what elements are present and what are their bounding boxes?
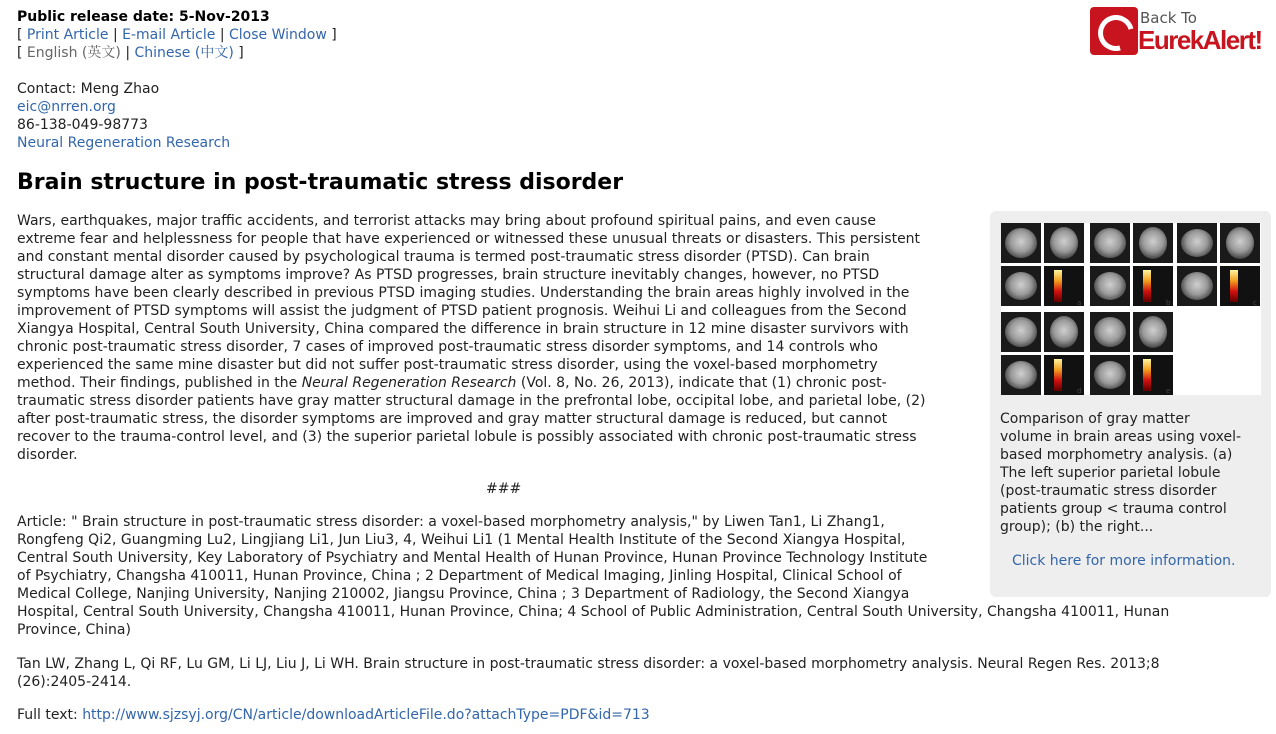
caption-line: volume in brain areas using voxel- (1000, 429, 1242, 445)
caption-line: The left superior parietal lobule (1000, 465, 1221, 481)
caption-line: Comparison of gray matter (1000, 411, 1190, 427)
bracket-open: [ (17, 45, 23, 61)
body-line: structural damage alter as symptoms improve? As PTSD progresses, brain structure inevitably changes, however, no PTSD (17, 267, 880, 283)
contact-phone: 86-138-049-98773 (17, 117, 148, 133)
body-line (17, 374, 977, 392)
body-paragraph (17, 212, 977, 464)
language-chinese-link[interactable]: Chinese (中文) (134, 45, 234, 61)
body-line: extreme fear and helplessness for people that have experienced or witnessed these unusual threats or disasters. This persistent (17, 231, 921, 247)
body-line: symptoms have been clearly described in previous PTSD imaging studies. Understanding the brain areas highly involved in the (17, 285, 910, 301)
language-switcher (17, 44, 244, 62)
body-line: and constant mental disorder caused by psychological trauma is termed post-traumatic stress disorder (PTSD). Can brain (17, 249, 870, 265)
figure-panel-letter: b (1166, 299, 1171, 307)
email-article-link[interactable]: E-mail Article (122, 27, 216, 43)
article-line: Hospital, Central South University, Changsha 410011, Hunan Province, China; 4 School of Public Administration, Central South University, Changsha 410011, Hunan (17, 604, 1170, 620)
mri-figure-image[interactable] (1001, 223, 1261, 395)
separator: | (219, 27, 225, 43)
body-text: method. Their findings, published in the (17, 375, 302, 391)
bracket-open: [ (17, 27, 23, 43)
body-line: improvement of PTSD symptoms will assist the judgment of PTSD patient prognosis. Weihui Li and colleagues from the Second (17, 303, 907, 319)
body-line: Wars, earthquakes, major traffic accidents, and terrorist attacks may bring about profound spiritual pains, and even cause (17, 213, 876, 229)
eurekalert-logo-link[interactable] (1090, 7, 1268, 57)
contact-email-link[interactable]: eic@nrren.org (17, 99, 116, 115)
article-line: Article: " Brain structure in post-traumatic stress disorder: a voxel-based morphometry analysis," by Liwen Tan1, Li Zhang1, (17, 514, 885, 530)
body-text: (Vol. 8, No. 26, 2013), indicate that (1) chronic post- (516, 375, 887, 391)
eurekalert-logo-icon (1090, 7, 1138, 55)
body-line: after post-traumatic stress, the disorder symptoms are improved and gray matter structural damage is reduced, but cannot (17, 411, 888, 427)
figure-panel-letter: d (1077, 387, 1082, 395)
language-english-current: English (英文) (26, 45, 121, 61)
separator: | (112, 27, 118, 43)
bracket-close: ] (331, 27, 337, 43)
body-line: traumatic stress disorder patients have gray matter structural damage in the prefrontal lobe, occipital lobe, and parietal lobe, (2) (17, 393, 926, 409)
full-text-label: Full text: (17, 707, 83, 723)
image-sidebar (990, 211, 1271, 597)
body-line: disorder. (17, 447, 78, 463)
figure-panel-letter: e (1166, 387, 1171, 395)
body-line: recover to the trauma-control level, and (3) the superior parietal lobule is possibly associated with chronic post-traumatic stress (17, 429, 917, 445)
body-line: Xiangya Hospital, Central South University, China compared the difference in brain structure in 12 mine disaster survivors with (17, 321, 909, 337)
close-window-link[interactable]: Close Window (229, 27, 327, 43)
citation (17, 655, 1257, 691)
separator: | (125, 45, 131, 61)
page-title: Brain structure in post-traumatic stress disorder (17, 170, 624, 195)
section-separator: ### (486, 481, 522, 497)
logo-brand-text: EurekAlert! (1138, 25, 1262, 55)
logo-back-to-text: Back To (1140, 9, 1197, 27)
article-actions (17, 26, 337, 44)
full-text-row (17, 706, 650, 724)
caption-line: patients group < trauma control (1000, 501, 1227, 517)
article-line: Rongfeng Qi2, Guangming Lu2, Lingjiang Li1, Jun Liu3, 4, Weihui Li1 (1 Mental Health Institute of the Second Xiangya Hospital, (17, 532, 906, 548)
figure-panel-letter: c (1253, 299, 1257, 307)
body-line: chronic post-traumatic stress disorder, 7 cases of improved post-traumatic stress disorder symptoms, and 14 controls who (17, 339, 878, 355)
citation-line: (26):2405-2414. (17, 674, 132, 690)
contact-org-link[interactable]: Neural Regeneration Research (17, 135, 231, 151)
full-text-link[interactable]: http://www.sjzsyj.org/CN/article/downloadArticleFile.do?attachType=PDF&id=713 (82, 707, 650, 723)
contact-name: Contact: Meng Zhao (17, 81, 160, 97)
article-line: Medical College, Nanjing University, Nanjing 210002, Jiangsu Province, China ; 3 Department of Radiology, the Second Xiangya (17, 586, 910, 602)
bracket-close: ] (238, 45, 244, 61)
release-date: Public release date: 5-Nov-2013 (17, 9, 270, 25)
article-line: Province, China) (17, 622, 131, 638)
caption-line: group); (b) the right... (1000, 519, 1154, 535)
figure-panel-letter: a (1077, 299, 1082, 307)
article-line: Central South University, Key Laboratory of Psychiatry and Mental Health of Hunan Province, Hunan Province Technology Institute (17, 550, 928, 566)
figure-caption (1000, 410, 1262, 536)
body-line: experienced the same mine disaster but did not suffer post-traumatic stress disorder, using the voxel-based morphometry (17, 357, 878, 373)
article-line: of Psychiatry, Changsha 410011, Hunan Province, China ; 2 Department of Medical Imaging, Jinling Hospital, Clinical School of (17, 568, 902, 584)
more-information-link[interactable]: Click here for more information. (1012, 553, 1236, 569)
citation-line: Tan LW, Zhang L, Qi RF, Lu GM, Li LJ, Liu J, Li WH. Brain structure in post-traumatic stress disorder: a voxel-based morphometry analysis. Neural Regen Res. 2013;8 (17, 656, 1160, 672)
caption-line: based morphometry analysis. (a) (1000, 447, 1233, 463)
caption-line: (post-traumatic stress disorder (1000, 483, 1217, 499)
journal-name: Neural Regeneration Research (301, 375, 517, 391)
print-article-link[interactable]: Print Article (26, 27, 109, 43)
